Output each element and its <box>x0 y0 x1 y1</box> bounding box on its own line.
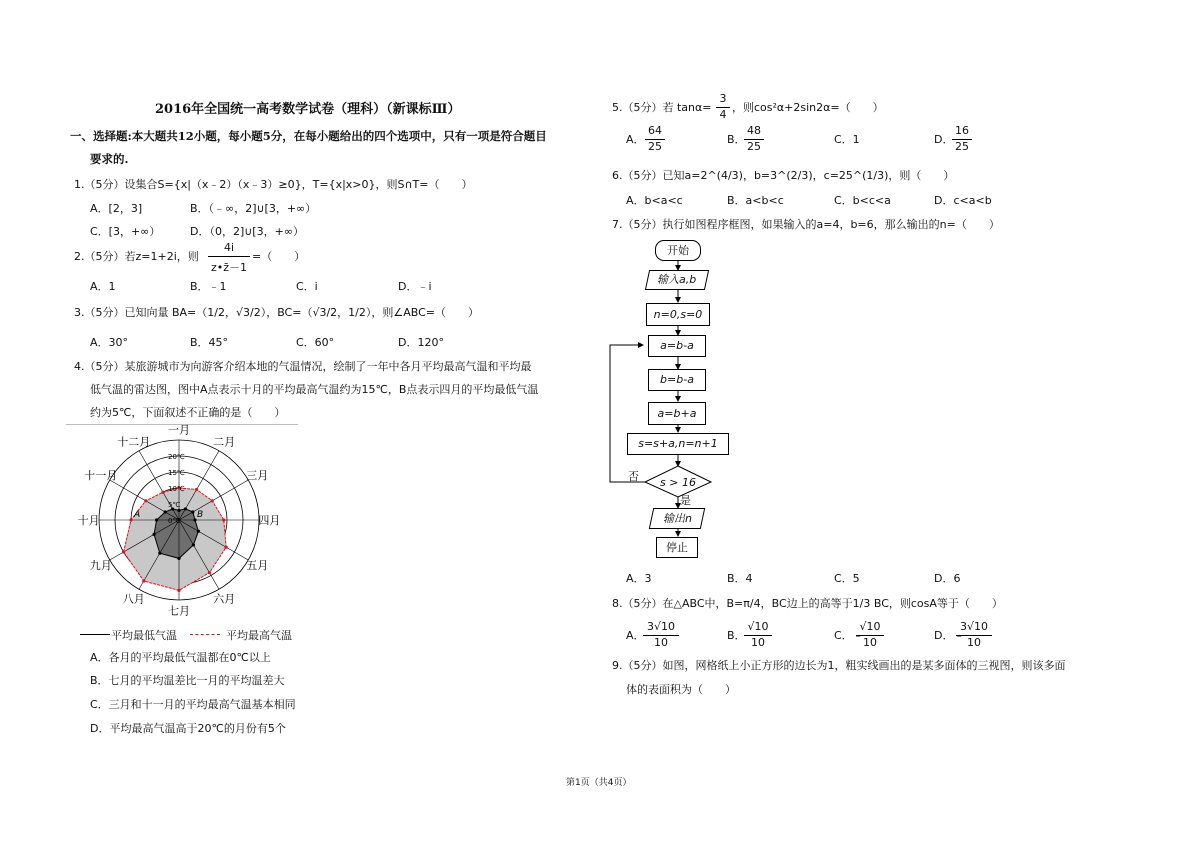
flowchart-step-a1: a=b-a <box>648 335 706 357</box>
q8-option-b-num: √10 <box>747 620 769 633</box>
radar-chart <box>60 420 310 620</box>
q3-option-a: A．30° <box>90 336 129 349</box>
radar-high-point-3 <box>222 518 225 521</box>
q6-option-c: C．b<c<a <box>834 194 891 207</box>
legend-low-swatch <box>80 634 110 635</box>
q5-tan-den: 4 <box>719 108 727 121</box>
q8-stem: 8.（5分）在△ABC中，B=π/4，BC边上的高等于1/3 BC，则cosA等于（ ） <box>612 597 1003 610</box>
radar-high-point-10 <box>144 499 147 502</box>
radar-high-point-2 <box>211 499 214 502</box>
radar-low-point-9 <box>155 518 158 521</box>
flowchart-no-label: 否 <box>628 470 639 483</box>
radar-month-label-7: 八月 <box>122 592 145 606</box>
flowchart-condition: s > 16 <box>660 476 696 489</box>
flowchart-input-shape <box>645 270 709 290</box>
flowchart-init: n=0,s=0 <box>646 303 710 326</box>
section-heading-line2: 要求的. <box>90 152 129 166</box>
q7-option-b: B．4 <box>727 572 753 585</box>
q5-option-b-num: 48 <box>747 124 761 137</box>
q5-option-c: C．1 <box>834 133 860 146</box>
q3-option-b: B．45° <box>190 336 229 349</box>
legend-high-label: 平均最高气温 <box>226 629 292 642</box>
q7-option-c: C．5 <box>834 572 860 585</box>
radar-high-point-9 <box>129 518 132 521</box>
q5-stem-pre: 5.（5分）若 tanα= <box>612 101 712 114</box>
section-heading-line1: 一、选择题:本大题共12小题，每小题5分，在每小题给出的四个选项中，只有一项是符合题目 <box>70 129 547 143</box>
flowchart-step-a2: a=b+a <box>648 402 706 425</box>
q6-option-a: A．b<a<c <box>626 194 683 207</box>
radar-high-point-1 <box>195 488 198 491</box>
q8-option-b-label: B． <box>727 629 746 642</box>
q1-option-c: C．[3，+∞） <box>90 225 161 238</box>
radar-low-point-2 <box>191 510 194 513</box>
radar-month-label-11: 十二月 <box>117 435 151 449</box>
q8-option-b-den: 10 <box>751 636 765 649</box>
radar-high-point-4 <box>225 546 228 549</box>
radar-month-label-0: 一月 <box>168 423 190 437</box>
q1-option-d: D．（0，2]∪[3，+∞） <box>190 225 304 238</box>
flowchart-start: 开始 <box>655 240 701 261</box>
q8-option-a-num: 3√10 <box>646 620 675 633</box>
q2-option-d: D．﹣i <box>398 280 432 293</box>
radar-point-b-label: B <box>197 510 204 520</box>
radar-ring-label-0: 0℃ <box>168 517 181 525</box>
radar-month-label-1: 二月 <box>213 435 236 449</box>
q4-stem-line1: 4.（5分）某旅游城市为向游客介绍本地的气温情况，绘制了一年中各月平均最高气温和平均最 <box>74 360 532 373</box>
radar-month-label-2: 三月 <box>246 468 269 482</box>
q9-stem-line1: 9.（5分）如图，网格纸上小正方形的边长为1，粗实线画出的是某多面体的三视图，则该多面 <box>612 659 1066 672</box>
radar-ring-label-3: 15℃ <box>168 469 185 477</box>
q7-option-d: D．6 <box>934 572 961 585</box>
radar-month-label-4: 五月 <box>246 559 269 573</box>
q3-stem: 3.（5分）已知向量 BA=（1/2，√3/2），BC=（√3/2，1/2），则∠ABC=（ ） <box>74 306 479 319</box>
radar-month-label-8: 九月 <box>89 559 112 573</box>
radar-ring-label-2: 10℃ <box>168 485 185 493</box>
q5-option-b-label: B． <box>727 133 746 146</box>
q4-stem-line3: 约为5℃，下面叙述不正确的是（ ） <box>90 406 286 419</box>
q2-fraction-bar <box>208 256 250 257</box>
flowchart-yes-label: 是 <box>680 494 691 507</box>
q5-option-a-label: A． <box>626 133 645 146</box>
radar-low-point-5 <box>192 543 195 546</box>
q2-option-b: B．﹣1 <box>190 280 227 293</box>
q8-option-a-den: 10 <box>654 636 668 649</box>
q3-option-d: D．120° <box>398 336 444 349</box>
q6-option-d: D．c<a<b <box>934 194 992 207</box>
q1-stem: 1.（5分）设集合S={x|（x﹣2）（x﹣3）≥0}，T={x|x>0}，则S∩T=（ ） <box>74 178 473 191</box>
radar-ring-label-4: 20℃ <box>168 453 185 461</box>
q2-option-c: C．i <box>296 280 318 293</box>
q5-option-a-num: 64 <box>648 124 662 137</box>
q2-option-a: A．1 <box>90 280 116 293</box>
q9-stem-line2: 体的表面积为（ ） <box>626 683 736 696</box>
radar-high-point-7 <box>142 579 145 582</box>
q5-option-d-den: 25 <box>955 140 969 153</box>
page-footer: 第1页（共4页） <box>566 778 632 788</box>
q5-option-d-label: D． <box>934 133 954 146</box>
flowchart-output-shape <box>649 508 705 529</box>
q2-stem-pre: 2.（5分）若z=1+2i，则 <box>74 250 199 263</box>
radar-month-label-6: 七月 <box>168 604 190 618</box>
q2-fraction-num: 4i <box>223 241 235 254</box>
radar-high-point-5 <box>208 571 211 574</box>
q8-option-d-num: 3√10 <box>959 620 988 633</box>
radar-high-point-6 <box>177 589 180 592</box>
q3-option-c: C．60° <box>296 336 335 349</box>
flowchart-step-sn: s=s+a,n=n+1 <box>627 433 729 455</box>
flowchart-input-label: 输入a,b <box>657 273 697 286</box>
q5-option-b-den: 25 <box>747 140 761 153</box>
q4-option-c: C．三月和十一月的平均最高气温基本相同 <box>90 698 296 711</box>
q1-option-a: A．[2，3] <box>90 202 143 215</box>
q5-tan-num: 3 <box>719 92 727 105</box>
flowchart-step-b: b=b-a <box>648 369 706 391</box>
radar-low-point-0 <box>177 509 180 512</box>
q6-option-b: B．a<b<c <box>727 194 784 207</box>
q4-option-a: A．各月的平均最低气温都在0℃以上 <box>90 651 271 664</box>
radar-low-point-4 <box>197 530 200 533</box>
radar-low-point-1 <box>184 507 187 510</box>
radar-ring-label-1: 5℃ <box>168 501 181 509</box>
radar-high-point-8 <box>122 550 125 553</box>
radar-point-a-label: A <box>134 510 141 520</box>
radar-low-point-6 <box>177 557 180 560</box>
q5-option-d-num: 16 <box>955 124 969 137</box>
radar-low-point-8 <box>152 533 155 536</box>
radar-low-point-10 <box>164 510 167 513</box>
q2-fraction-den: z•z̄－1 <box>210 261 248 274</box>
radar-month-label-5: 六月 <box>213 592 236 606</box>
q1-option-b: B．（﹣∞，2]∪[3，+∞） <box>190 202 317 215</box>
q8-option-d-label: D．﹣ <box>934 629 965 642</box>
q4-option-d: D．平均最高气温高于20℃的月份有5个 <box>90 722 286 735</box>
page-title: 2016年全国统一高考数学试卷（理科）（新课标Ⅲ） <box>155 102 461 117</box>
radar-month-label-10: 十一月 <box>84 468 118 482</box>
q4-option-b: B．七月的平均温差比一月的平均温差大 <box>90 674 285 687</box>
q4-stem-line2: 低气温的雷达图，图中A点表示十月的平均最高气温约为15℃，B点表示四月的平均最低气温 <box>90 383 539 396</box>
q8-option-c-num: √10 <box>859 620 881 633</box>
q7-option-a: A．3 <box>626 572 652 585</box>
radar-month-label-3: 四月 <box>258 514 281 527</box>
q7-stem: 7.（5分）执行如图程序框图，如果输入的a=4，b=6，那么输出的n=（ ） <box>612 218 1000 231</box>
flowchart-output-label: 输出n <box>662 512 692 525</box>
legend-high-swatch <box>190 634 220 635</box>
q6-stem: 6.（5分）已知a=2^(4/3)，b=3^(2/3)，c=25^(1/3)，则（ ） <box>612 169 955 182</box>
legend-low-label: 平均最低气温 <box>111 629 177 642</box>
q8-option-c-label: C．﹣ <box>834 629 864 642</box>
q5-option-a-den: 25 <box>648 140 662 153</box>
q5-stem-post: ，则cos²α+2sin2α=（ ） <box>732 101 884 114</box>
q8-option-c-den: 10 <box>863 636 877 649</box>
q8-option-a-label: A． <box>626 629 645 642</box>
radar-month-label-9: 十月 <box>77 514 100 527</box>
flowchart-stop: 停止 <box>656 537 698 558</box>
q2-stem-post: =（ ） <box>252 250 306 263</box>
radar-low-point-7 <box>158 552 161 555</box>
radar-high-point-11 <box>161 491 164 494</box>
q8-option-d-den: 10 <box>967 636 981 649</box>
